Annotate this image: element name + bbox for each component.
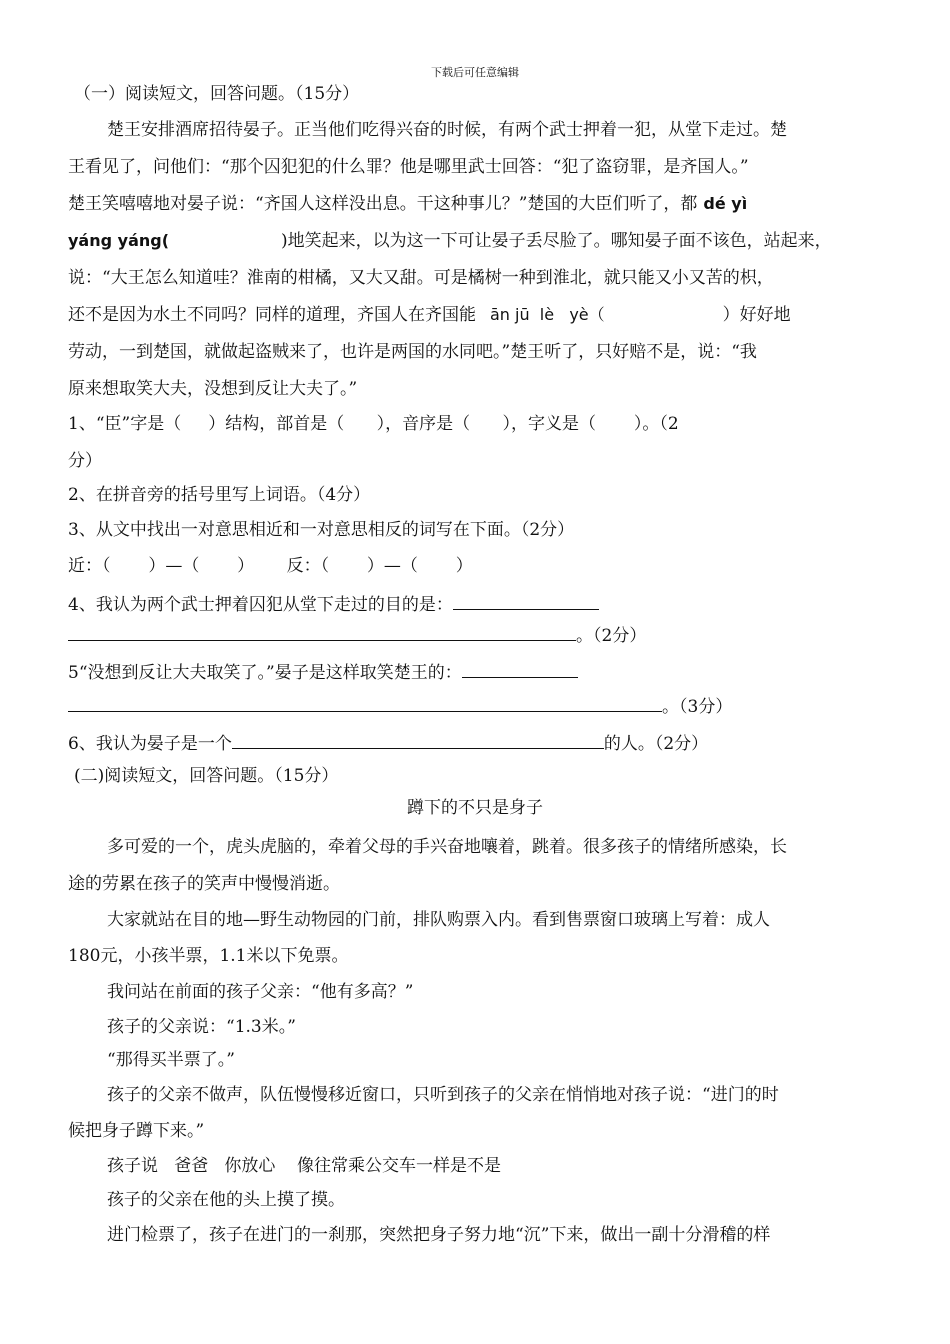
question-1: 1、“臣”字是（ ）结构，部首是（ ），音序是（ ），字义是（ ）。（2 <box>68 414 679 434</box>
passage1-line-5: 说：“大王怎么知道哇？淮南的柑橘，又大又甜。可是橘树一种到淮北，就只能又小又苦的枳， <box>68 268 774 288</box>
passage2-line-1: 多可爱的一个，虎头虎脑的，牵着父母的手兴奋地嚷着，跳着。很多孩子的情绪所感染，长 <box>107 837 787 857</box>
passage1-line-6 <box>68 303 791 327</box>
question-4-score: 。（2分） <box>576 626 647 646</box>
passage1-line-4-text: )地笑起来，以为这一下可让晏子丢尽脸了。哪知晏子面不该色，站起来， <box>281 231 832 251</box>
pinyin-de-yi: dé yì <box>703 194 748 213</box>
passage2-line-12: 进门检票了，孩子在进门的一刹那，突然把身子努力地“沉”下来，做出一副十分滑稽的样 <box>107 1225 771 1245</box>
passage1-line-3 <box>68 192 747 216</box>
passage2-line-7: “那得买半票了。” <box>107 1050 235 1070</box>
passage2-line-10: 孩子说 爸爸 你放心 像往常乘公交车一样是不是 <box>107 1156 502 1176</box>
question-4-cont <box>68 622 646 648</box>
question-4 <box>68 591 599 617</box>
answer-line-q5b[interactable] <box>68 693 662 712</box>
question-6 <box>68 730 708 756</box>
pinyin-an-ju-le-ye: ān jū lè yè（ <box>490 305 605 324</box>
passage2-line-9: 候把身子蹲下来。” <box>68 1121 205 1141</box>
answer-line-q6[interactable] <box>232 730 604 749</box>
question-1-cont: 分） <box>68 451 102 471</box>
passage2-line-8: 孩子的父亲不做声，队伍慢慢移近窗口，只听到孩子的父亲在悄悄地对孩子说：“进门的时 <box>107 1085 779 1105</box>
passage1-line-2: 王看见了，问他们：“那个囚犯犯的什么罪？他是哪里武士回答：“犯了盗窃罪，是齐国人。” <box>68 157 749 177</box>
question-5-cont <box>68 693 732 719</box>
passage2-line-3: 大家就站在目的地—野生动物园的门前，排队购票入内。看到售票窗口玻璃上写着：成人 <box>107 910 770 930</box>
question-3: 3、从文中找出一对意思相近和一对意思相反的词写在下面。（2分） <box>68 520 575 540</box>
question-6-text: 6、我认为晏子是一个 <box>68 734 232 754</box>
passage1-line-6-text: 还不是因为水土不同吗？同样的道理，齐国人在齐国能 <box>68 305 476 325</box>
passage2-line-5: 我问站在前面的孩子父亲：“他有多高？” <box>107 982 414 1002</box>
pinyin-yang-yang: yáng yáng <box>68 231 162 250</box>
blank-open-paren: ( <box>161 231 170 250</box>
passage1-line-6-end: ）好好地 <box>722 305 791 325</box>
page-header: 下载后可任意编辑 <box>431 66 519 79</box>
passage2-line-6: 孩子的父亲说：“1.3米。” <box>107 1017 296 1037</box>
passage1-line-8: 原来想取笑大夫，没想到反让大夫了。” <box>68 379 358 399</box>
passage1-line-4 <box>68 229 832 253</box>
passage2-line-2: 途的劳累在孩子的笑声中慢慢消逝。 <box>68 874 340 894</box>
passage2-line-4: 180元，小孩半票，1.1米以下免票。 <box>68 946 349 966</box>
passage1-line-7: 劳动，一到楚国，就做起盗贼来了，也许是两国的水同吧。”楚王听了，只好赔不是，说：“我 <box>68 342 757 362</box>
answer-line-q4b[interactable] <box>68 622 576 641</box>
section2-heading: (二)阅读短文，回答问题。（15分） <box>74 766 339 786</box>
question-5-text: 5“没想到反让大夫取笑了。”晏子是这样取笑楚王的： <box>68 663 462 683</box>
question-2: 2、在拼音旁的括号里写上词语。（4分） <box>68 485 371 505</box>
answer-line-q4a[interactable] <box>453 591 599 610</box>
answer-line-q5a[interactable] <box>462 659 578 678</box>
passage1-line-3-text: 楚王笑嘻嘻地对晏子说：“齐国人这样没出息。干这种事儿？”楚国的大臣们听了，都 <box>68 194 698 214</box>
passage2-title: 蹲下的不只是身子 <box>407 798 543 818</box>
question-4-text: 4、我认为两个武士押着囚犯从堂下走过的目的是： <box>68 595 453 615</box>
question-5-score: 。（3分） <box>662 697 733 717</box>
question-6-score: 的人。（2分） <box>603 734 709 754</box>
section1-heading: （一）阅读短文，回答问题。（15分） <box>74 84 360 104</box>
passage2-line-11: 孩子的父亲在他的头上摸了摸。 <box>107 1190 345 1210</box>
passage1-line-1: 楚王安排酒席招待晏子。正当他们吃得兴奋的时候，有两个武士押着一犯，从堂下走过。楚 <box>107 120 787 140</box>
question-5 <box>68 659 578 685</box>
question-3-answers: 近：（ ）—（ ） 反：（ ）—（ ） <box>68 556 473 576</box>
